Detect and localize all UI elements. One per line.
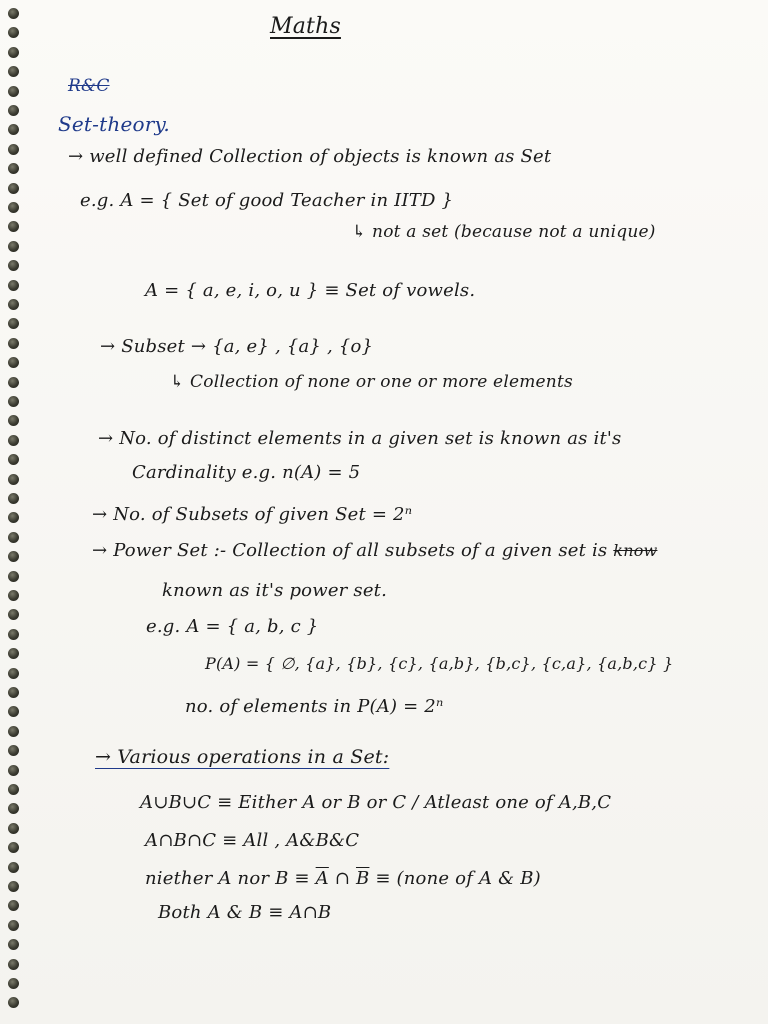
page-title: Maths xyxy=(270,14,341,39)
binding-hole xyxy=(8,803,19,814)
binding-hole xyxy=(8,765,19,776)
binding-hole xyxy=(8,474,19,485)
subset-line: → Subset → {a, e} , {a} , {o} xyxy=(100,336,374,357)
binding-hole xyxy=(8,939,19,950)
binding-hole xyxy=(8,338,19,349)
binding-hole xyxy=(8,532,19,543)
binding-hole xyxy=(8,842,19,853)
power-set-line-1 xyxy=(92,540,657,561)
binding-hole xyxy=(8,299,19,310)
binding-hole xyxy=(8,706,19,717)
power-set-line-2: known as it's power set. xyxy=(162,580,388,601)
binding-hole xyxy=(8,862,19,873)
topic-heading: Set-theory. xyxy=(58,112,170,136)
binding-hole xyxy=(8,183,19,194)
spiral-binding-holes xyxy=(0,0,30,1024)
power-set-count: no. of elements in P(A) = 2ⁿ xyxy=(185,696,444,717)
binding-hole xyxy=(8,260,19,271)
power-set-text: → Power Set :- Collection of all subsets of a given set is xyxy=(92,540,608,561)
b-complement: $\overline{B}$ xyxy=(355,868,370,889)
binding-hole xyxy=(8,202,19,213)
example-1-note: ↳ not a set (because not a unique) xyxy=(352,222,656,242)
binding-hole xyxy=(8,318,19,329)
vowels-line: A = { a, e, i, o, u } ≡ Set of vowels. xyxy=(145,280,476,301)
union-line: A∪B∪C ≡ Either A or B or C / Atleast one of A,B,C xyxy=(140,792,612,813)
both-line: Both A & B ≡ A∩B xyxy=(158,902,332,923)
binding-hole xyxy=(8,648,19,659)
power-set-expansion: P(A) = { ∅, {a}, {b}, {c}, {a,b}, {b,c}, {c,a}, {a,b,c} } xyxy=(205,654,674,673)
binding-hole xyxy=(8,745,19,756)
binding-hole xyxy=(8,66,19,77)
binding-hole xyxy=(8,687,19,698)
cardinality-line-2: Cardinality e.g. n(A) = 5 xyxy=(132,462,361,483)
binding-hole xyxy=(8,454,19,465)
binding-hole xyxy=(8,590,19,601)
binding-hole xyxy=(8,571,19,582)
definition-line: → well defined Collection of objects is known as Set xyxy=(68,146,552,167)
binding-hole xyxy=(8,221,19,232)
section-heading: R&C xyxy=(68,76,110,96)
subsets-count-line: → No. of Subsets of given Set = 2ⁿ xyxy=(92,504,413,525)
binding-hole xyxy=(8,105,19,116)
binding-hole xyxy=(8,900,19,911)
binding-hole xyxy=(8,997,19,1008)
binding-hole xyxy=(8,163,19,174)
neither-line xyxy=(145,868,541,889)
binding-hole xyxy=(8,551,19,562)
binding-hole xyxy=(8,27,19,38)
binding-hole xyxy=(8,280,19,291)
binding-hole xyxy=(8,241,19,252)
binding-hole xyxy=(8,8,19,19)
binding-hole xyxy=(8,978,19,989)
binding-hole xyxy=(8,629,19,640)
binding-hole xyxy=(8,47,19,58)
binding-hole xyxy=(8,357,19,368)
neither-left: niether A nor B ≡ xyxy=(145,868,316,889)
operations-heading: → Various operations in a Set: xyxy=(95,746,390,768)
a-complement: $\overline{A}$ xyxy=(315,868,329,889)
binding-hole xyxy=(8,435,19,446)
binding-hole xyxy=(8,823,19,834)
example-2: e.g. A = { a, b, c } xyxy=(146,616,319,637)
binding-hole xyxy=(8,415,19,426)
cardinality-line-1: → No. of distinct elements in a given set is known as it's xyxy=(98,428,622,449)
binding-hole xyxy=(8,512,19,523)
binding-hole xyxy=(8,493,19,504)
binding-hole xyxy=(8,726,19,737)
binding-hole xyxy=(8,959,19,970)
example-1: e.g. A = { Set of good Teacher in IITD } xyxy=(80,190,454,211)
binding-hole xyxy=(8,881,19,892)
subset-note: ↳ Collection of none or one or more elements xyxy=(170,372,573,392)
binding-hole xyxy=(8,784,19,795)
binding-hole xyxy=(8,396,19,407)
binding-hole xyxy=(8,609,19,620)
binding-hole xyxy=(8,920,19,931)
intersection-line: A∩B∩C ≡ All , A&B&C xyxy=(145,830,360,851)
binding-hole xyxy=(8,668,19,679)
binding-hole xyxy=(8,124,19,135)
binding-hole xyxy=(8,377,19,388)
neither-right: ≡ (none of A & B) xyxy=(369,868,541,889)
struck-word: know xyxy=(613,541,658,560)
binding-hole xyxy=(8,86,19,97)
cap-symbol: ∩ xyxy=(328,868,356,889)
binding-hole xyxy=(8,144,19,155)
